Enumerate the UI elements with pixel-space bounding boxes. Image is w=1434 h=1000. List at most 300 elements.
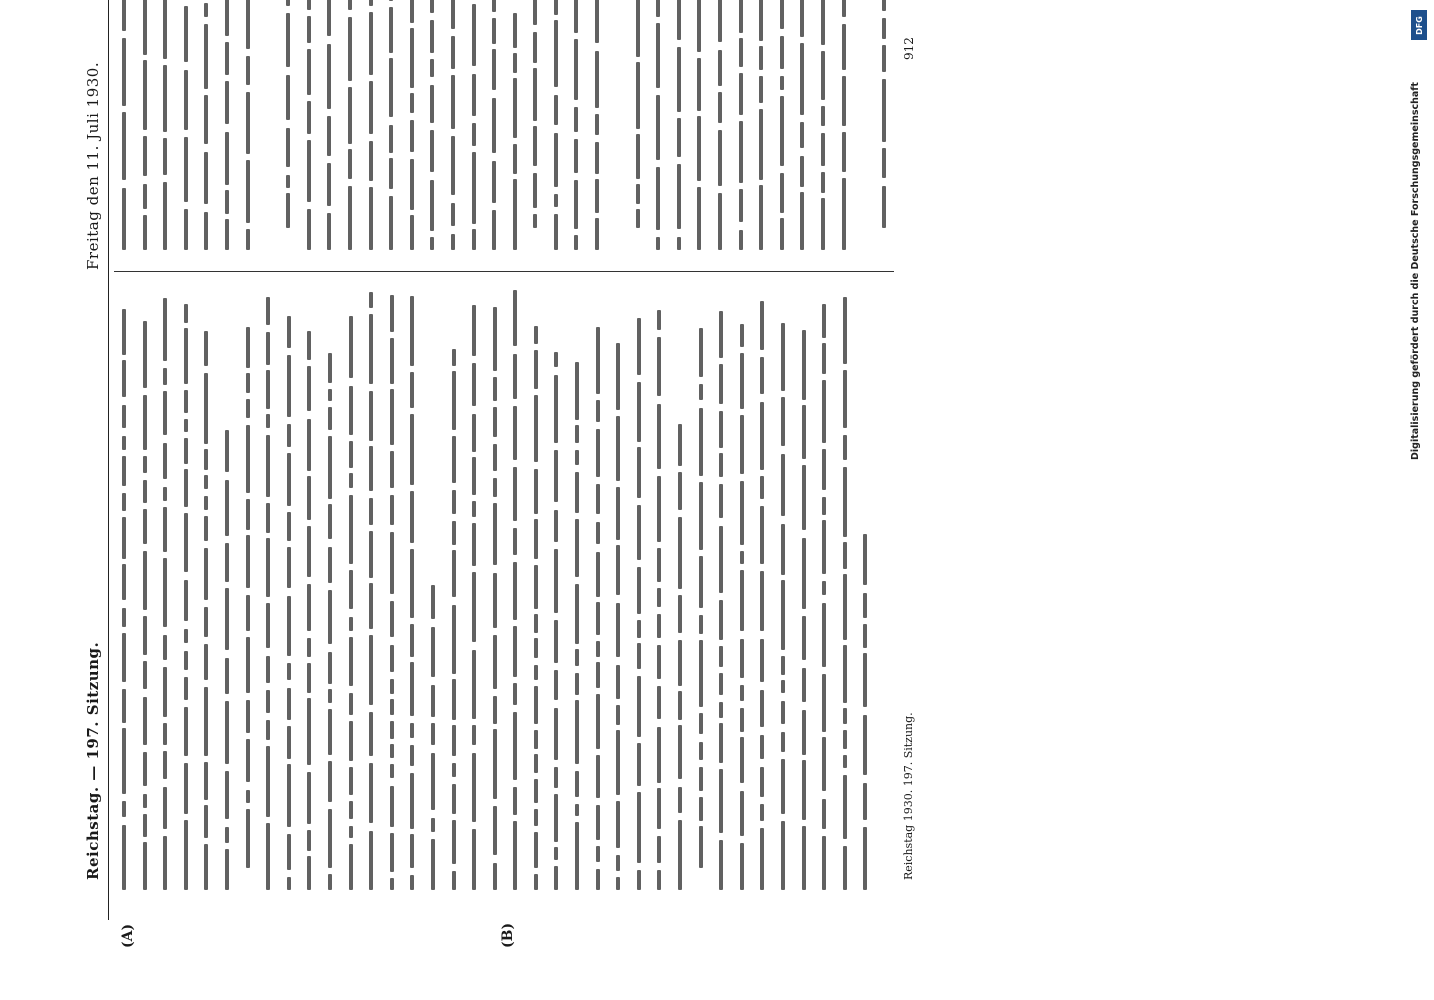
word-stroke [390, 721, 394, 739]
word-stroke [699, 384, 703, 400]
word-stroke [266, 603, 270, 648]
word-stroke [246, 809, 250, 868]
word-stroke [184, 820, 188, 890]
word-stroke [822, 674, 826, 732]
word-stroke [863, 783, 867, 820]
word-stroke [802, 538, 806, 609]
word-stroke [204, 152, 208, 205]
word-stroke [246, 399, 250, 417]
word-stroke [493, 307, 497, 371]
word-stroke [575, 450, 579, 465]
word-stroke [369, 391, 373, 441]
word-stroke [286, 0, 290, 6]
word-stroke [534, 519, 538, 559]
word-stroke [534, 779, 538, 803]
word-stroke [534, 326, 538, 344]
word-stroke [554, 794, 558, 841]
word-stroke [307, 101, 311, 135]
word-stroke [204, 844, 208, 890]
word-stroke [472, 414, 476, 453]
word-stroke [369, 498, 373, 525]
word-stroke [513, 144, 517, 174]
word-stroke [369, 12, 373, 75]
word-stroke [431, 586, 435, 620]
word-stroke [678, 640, 682, 686]
word-stroke [596, 522, 600, 545]
word-stroke [184, 469, 188, 508]
word-stroke [699, 328, 703, 377]
word-stroke [184, 137, 188, 202]
word-stroke [513, 562, 517, 620]
word-stroke [410, 215, 414, 250]
word-stroke [328, 504, 332, 539]
word-stroke [390, 878, 394, 890]
word-stroke [740, 415, 744, 473]
word-stroke [759, 0, 763, 41]
word-stroke [843, 846, 847, 890]
word-stroke [821, 106, 825, 127]
word-stroke [657, 476, 661, 542]
text-line [652, 0, 664, 250]
word-stroke [760, 301, 764, 350]
text-line [673, 0, 685, 250]
word-stroke [760, 735, 764, 760]
word-stroke [143, 321, 147, 388]
word-stroke [143, 215, 147, 250]
word-stroke [637, 743, 641, 787]
word-stroke [349, 801, 353, 819]
word-stroke [225, 190, 229, 213]
word-stroke [575, 584, 579, 644]
word-stroke [575, 822, 579, 890]
word-stroke [348, 87, 352, 144]
word-stroke [513, 179, 517, 250]
word-stroke [349, 637, 353, 686]
word-stroke [781, 759, 785, 814]
word-stroke [143, 842, 147, 890]
word-stroke [451, 36, 455, 69]
word-stroke [533, 214, 537, 228]
text-line [365, 0, 377, 250]
word-stroke [431, 685, 435, 717]
text-line [715, 290, 727, 890]
page-footer [900, 0, 920, 920]
word-stroke [184, 70, 188, 130]
word-stroke [554, 708, 558, 760]
word-stroke [843, 708, 847, 723]
word-stroke [390, 764, 394, 778]
word-stroke [554, 194, 558, 207]
word-stroke [822, 603, 826, 667]
text-line [571, 290, 583, 890]
text-line [200, 0, 212, 250]
word-stroke [719, 364, 723, 404]
word-stroke [882, 79, 886, 143]
word-stroke [369, 0, 373, 6]
word-stroke [287, 877, 291, 890]
word-stroke [699, 742, 703, 760]
word-stroke [534, 686, 538, 724]
word-stroke [328, 547, 332, 583]
word-stroke [452, 871, 456, 890]
word-stroke [554, 0, 558, 15]
word-stroke [410, 875, 414, 890]
paragraph-gap [858, 0, 878, 250]
word-stroke [452, 784, 456, 814]
word-stroke [759, 109, 763, 179]
word-stroke [307, 638, 311, 657]
word-stroke [739, 73, 743, 115]
word-stroke [534, 730, 538, 749]
word-stroke [307, 140, 311, 202]
header-left: Reichstag. — 197. Sitzung. [84, 641, 102, 880]
word-stroke [719, 702, 723, 717]
word-stroke [656, 167, 660, 230]
word-stroke [410, 745, 414, 766]
word-stroke [636, 184, 640, 204]
word-stroke [451, 234, 455, 250]
word-stroke [390, 338, 394, 384]
word-stroke [287, 547, 291, 588]
word-stroke [513, 712, 517, 780]
word-stroke [431, 818, 435, 832]
word-stroke [740, 570, 744, 632]
word-stroke [246, 229, 250, 250]
word-stroke [410, 549, 414, 618]
word-stroke [369, 712, 373, 755]
text-line [406, 0, 418, 250]
word-stroke [163, 836, 167, 890]
word-stroke [656, 95, 660, 160]
word-stroke [163, 0, 167, 59]
word-stroke [410, 296, 414, 366]
text-line [324, 290, 336, 890]
word-stroke [307, 830, 311, 852]
word-stroke [492, 161, 496, 203]
word-stroke [122, 728, 126, 794]
word-stroke [430, 20, 434, 53]
word-stroke [452, 436, 456, 483]
word-stroke [266, 435, 270, 498]
word-stroke [759, 76, 763, 103]
word-stroke [390, 744, 394, 758]
word-stroke [513, 683, 517, 705]
word-stroke [822, 304, 826, 338]
word-stroke [595, 0, 599, 43]
word-stroke [328, 353, 332, 383]
word-stroke [534, 350, 538, 389]
word-stroke [472, 305, 476, 356]
word-stroke [718, 193, 722, 250]
text-line [180, 0, 192, 250]
word-stroke [554, 510, 558, 543]
word-stroke [390, 679, 394, 694]
word-stroke [821, 172, 825, 192]
word-stroke [677, 47, 681, 113]
word-stroke [184, 677, 188, 700]
word-stroke [842, 0, 846, 17]
text-line [447, 0, 459, 250]
word-stroke [740, 791, 744, 836]
word-stroke [163, 751, 167, 779]
word-stroke [760, 804, 764, 821]
word-stroke [678, 517, 682, 589]
word-stroke [781, 821, 785, 890]
word-stroke [574, 139, 578, 173]
text-line [817, 0, 829, 250]
word-stroke [637, 620, 641, 637]
word-stroke [719, 484, 723, 518]
word-stroke [596, 552, 600, 596]
word-stroke [780, 76, 784, 90]
word-stroke [657, 645, 661, 679]
word-stroke [410, 120, 414, 153]
text-line [118, 0, 130, 250]
word-stroke [822, 799, 826, 829]
word-stroke [492, 18, 496, 44]
text-line [777, 290, 789, 890]
text-line [344, 0, 356, 250]
word-stroke [143, 136, 147, 177]
text-line [755, 0, 767, 250]
word-stroke [472, 457, 476, 494]
word-stroke [430, 85, 434, 123]
word-stroke [246, 739, 250, 781]
word-stroke [637, 870, 641, 890]
word-stroke [349, 316, 353, 377]
word-stroke [760, 571, 764, 631]
word-stroke [472, 753, 476, 822]
word-stroke [574, 0, 578, 33]
word-stroke [739, 38, 743, 66]
word-stroke [349, 844, 353, 890]
word-stroke [493, 806, 497, 855]
word-stroke [204, 644, 208, 680]
word-stroke [327, 44, 331, 110]
word-stroke [349, 495, 353, 564]
word-stroke [266, 332, 270, 365]
word-stroke [822, 520, 826, 574]
word-stroke [822, 380, 826, 442]
word-stroke [843, 467, 847, 536]
word-stroke [246, 535, 250, 587]
word-stroke [719, 526, 723, 593]
word-stroke [739, 230, 743, 250]
word-stroke [266, 823, 270, 890]
word-stroke [822, 836, 826, 890]
word-stroke [699, 767, 703, 791]
text-line [592, 290, 604, 890]
word-stroke [225, 827, 229, 843]
word-stroke [225, 219, 229, 250]
word-stroke [328, 874, 332, 890]
word-stroke [719, 311, 723, 359]
word-stroke [760, 767, 764, 797]
text-line [282, 0, 294, 250]
word-stroke [287, 355, 291, 417]
word-stroke [184, 438, 188, 464]
word-stroke [616, 416, 620, 481]
word-stroke [246, 373, 250, 392]
word-stroke [596, 805, 600, 840]
word-stroke [327, 116, 331, 155]
word-stroke [616, 801, 620, 849]
word-stroke [636, 210, 640, 229]
word-stroke [780, 0, 784, 29]
word-stroke [163, 182, 167, 250]
word-stroke [143, 814, 147, 836]
word-stroke [246, 92, 250, 154]
word-stroke [307, 698, 311, 765]
word-stroke [390, 451, 394, 488]
word-stroke [410, 491, 414, 543]
word-stroke [534, 665, 538, 680]
text-line [632, 0, 644, 250]
word-stroke [492, 49, 496, 90]
word-stroke [697, 58, 701, 110]
word-stroke [184, 629, 188, 643]
word-stroke [657, 727, 661, 783]
word-stroke [266, 720, 270, 740]
word-stroke [882, 186, 886, 228]
word-stroke [637, 505, 641, 560]
word-stroke [410, 0, 414, 23]
word-stroke [554, 620, 558, 664]
word-stroke [184, 707, 188, 756]
word-stroke [554, 847, 558, 860]
word-stroke [204, 607, 208, 636]
word-stroke [780, 96, 784, 167]
word-stroke [472, 523, 476, 566]
word-stroke [143, 60, 147, 129]
word-stroke [740, 481, 744, 545]
word-stroke [410, 834, 414, 868]
word-stroke [802, 827, 806, 891]
word-stroke [451, 0, 455, 29]
word-stroke [657, 870, 661, 890]
word-stroke [184, 651, 188, 670]
word-stroke [656, 237, 660, 250]
word-stroke [410, 414, 414, 485]
word-stroke [204, 3, 208, 17]
word-stroke [430, 59, 434, 77]
word-stroke [699, 482, 703, 550]
word-stroke [616, 487, 620, 540]
rotated-sheet [80, 37, 1380, 948]
word-stroke [369, 446, 373, 491]
text-line [262, 290, 274, 890]
word-stroke [842, 76, 846, 127]
word-stroke [699, 640, 703, 707]
word-stroke [369, 831, 373, 890]
word-stroke [184, 763, 188, 814]
word-stroke [759, 46, 763, 70]
word-stroke [802, 710, 806, 755]
text-line [139, 290, 151, 890]
word-stroke [595, 179, 599, 213]
word-stroke [184, 513, 188, 573]
word-stroke [822, 737, 826, 791]
word-stroke [534, 832, 538, 867]
word-stroke [493, 478, 497, 498]
word-stroke [246, 637, 250, 693]
word-stroke [759, 185, 763, 250]
text-line [242, 0, 254, 250]
word-stroke [163, 443, 167, 479]
word-stroke [287, 764, 291, 827]
word-stroke [657, 614, 661, 638]
word-stroke [204, 548, 208, 600]
word-stroke [287, 596, 291, 656]
word-stroke [204, 687, 208, 757]
word-stroke [204, 373, 208, 444]
word-stroke [410, 28, 414, 88]
text-line [838, 0, 850, 250]
text-line [406, 290, 418, 890]
word-stroke [143, 616, 147, 655]
word-stroke [389, 196, 393, 250]
word-stroke [575, 425, 579, 444]
word-stroke [637, 643, 641, 670]
word-stroke [307, 16, 311, 42]
word-stroke [822, 449, 826, 490]
word-stroke [369, 531, 373, 578]
word-stroke [697, 116, 701, 181]
word-stroke [410, 723, 414, 738]
word-stroke [740, 639, 744, 678]
word-stroke [575, 362, 579, 420]
text-line [633, 290, 645, 890]
word-stroke [184, 209, 188, 250]
word-stroke [513, 79, 517, 139]
word-stroke [657, 686, 661, 719]
word-stroke [740, 685, 744, 701]
word-stroke [122, 689, 126, 723]
word-stroke [307, 366, 311, 412]
word-stroke [513, 787, 517, 815]
word-stroke [596, 484, 600, 514]
word-stroke [802, 760, 806, 820]
word-stroke [740, 843, 744, 890]
word-stroke [163, 65, 167, 132]
word-stroke [821, 133, 825, 166]
word-stroke [390, 601, 394, 638]
footer-left: Reichstag 1930. 197. Sitzung. [902, 712, 915, 880]
word-stroke [349, 826, 353, 838]
word-stroke [781, 323, 785, 391]
word-stroke [452, 820, 456, 863]
word-stroke [452, 763, 456, 777]
word-stroke [740, 353, 744, 409]
word-stroke [616, 730, 620, 794]
word-stroke [328, 761, 332, 802]
word-stroke [390, 295, 394, 332]
word-stroke [697, 187, 701, 250]
word-stroke [472, 152, 476, 224]
word-stroke [122, 608, 126, 627]
word-stroke [657, 588, 661, 607]
word-stroke [163, 487, 167, 501]
word-stroke [822, 343, 826, 374]
word-stroke [225, 81, 229, 125]
word-stroke [143, 0, 147, 55]
word-stroke [718, 92, 722, 122]
word-stroke [184, 580, 188, 621]
word-stroke [781, 580, 785, 650]
word-stroke [430, 237, 434, 250]
word-stroke [410, 372, 414, 408]
word-stroke [328, 709, 332, 755]
